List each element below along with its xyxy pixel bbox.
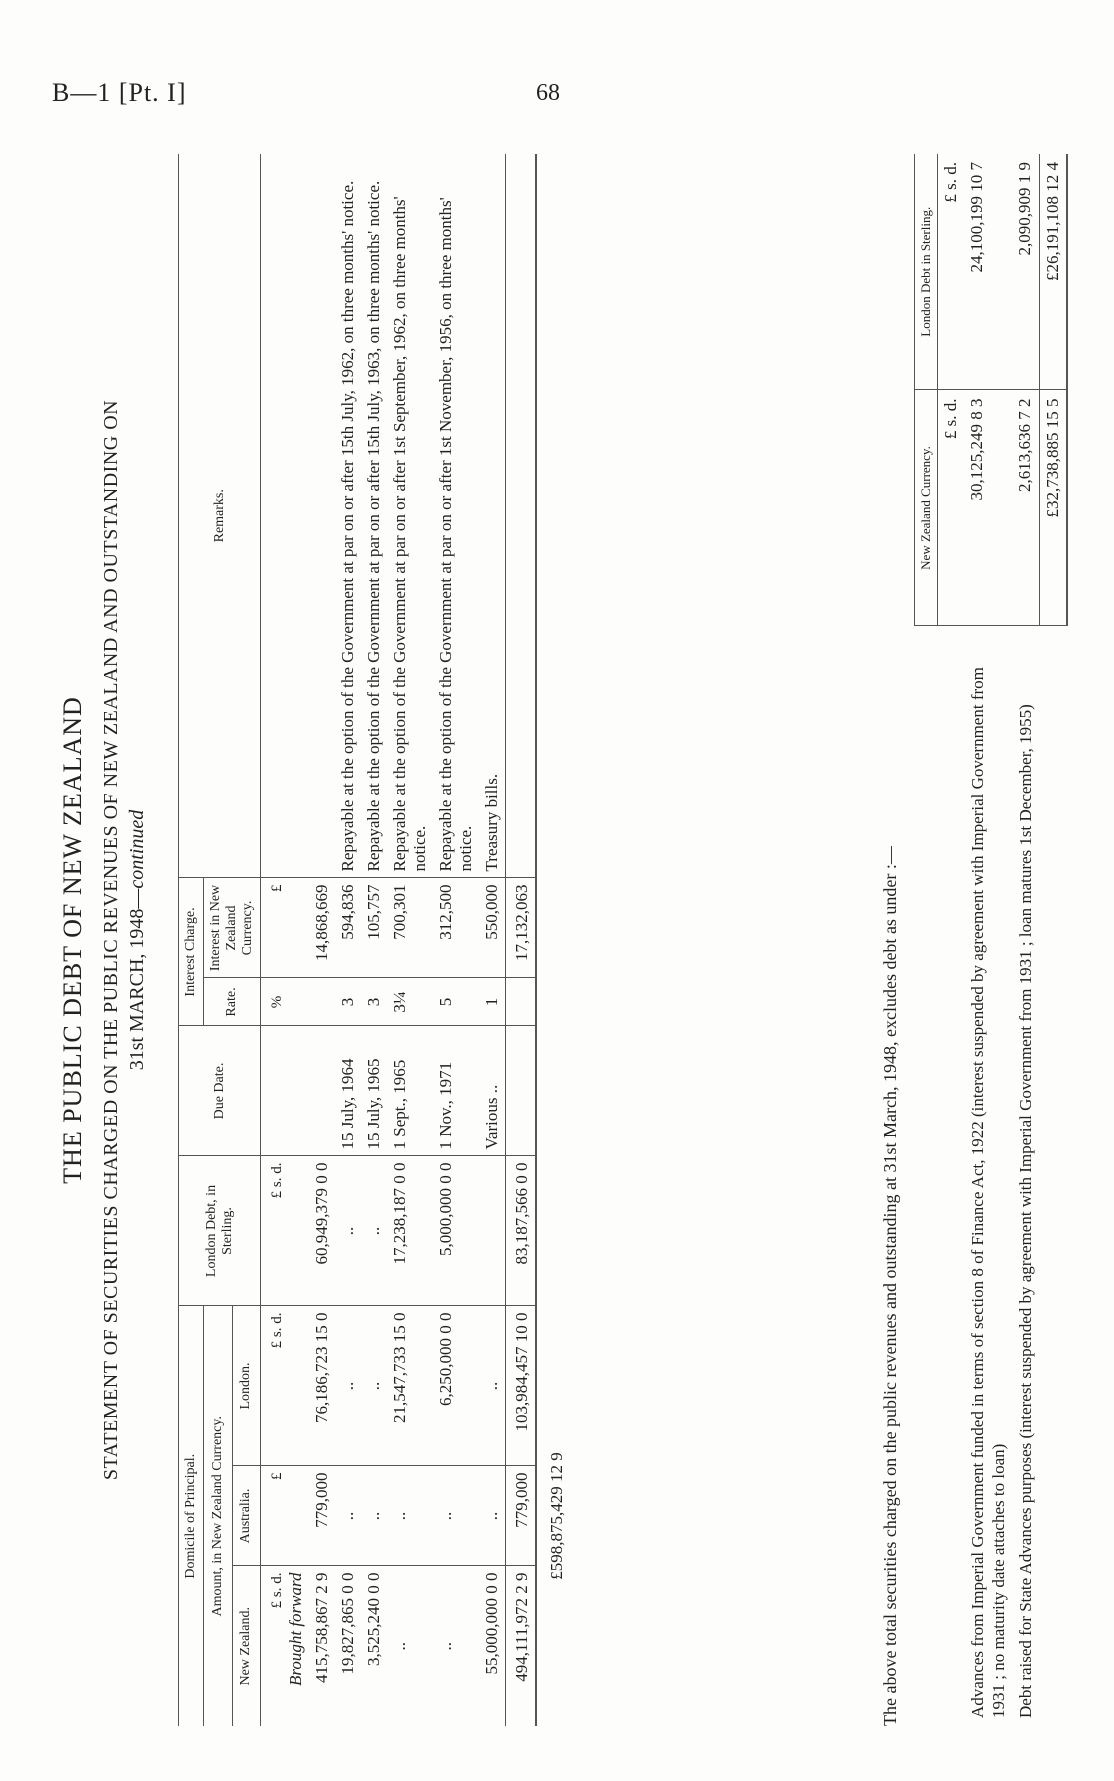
london-debt-cell: 60,949,379 0 0 (309, 1156, 335, 1306)
table-row (1012, 154, 1039, 1726)
main-title: THE PUBLIC DEBT OF NEW ZEALAND (58, 696, 87, 1184)
grand-total-blank (536, 154, 570, 1306)
interest-cell: 312,500 (433, 878, 479, 978)
due-date-cell (309, 1026, 335, 1156)
total-nz: 494,111,972 2 9 (506, 1566, 537, 1726)
new-zealand-header: New Zealand. (232, 1566, 261, 1726)
london-cell: 21,547,733 15 0 (387, 1306, 433, 1466)
unit-cell (261, 154, 310, 878)
london-debt-cell: .. (335, 1156, 361, 1306)
units-row (938, 154, 965, 1726)
totals-row (506, 154, 537, 1726)
table-row (335, 154, 361, 1726)
advances-total-nz: £32,738,885 15 5 (1039, 390, 1067, 626)
unit-text: £ s. d. (269, 1572, 285, 1609)
due-date-cell: Various .. (479, 1026, 506, 1156)
australia-cell: .. (335, 1466, 361, 1566)
due-date-cell: 1 Nov., 1971 (433, 1026, 479, 1156)
amount-nz-header: Amount, in New Zealand Currency. (204, 1306, 233, 1726)
australia-cell: .. (361, 1466, 387, 1566)
advances-totals-row (1039, 154, 1067, 1726)
advance-london: 2,090,909 1 9 (1012, 154, 1039, 390)
rate-cell: 3¼ (387, 978, 433, 1026)
interest-cell: 700,301 (387, 878, 433, 978)
nz-currency-header: New Zealand Currency. (915, 390, 938, 626)
due-date-cell: 15 July, 1964 (335, 1026, 361, 1156)
unit-blank (938, 626, 965, 1726)
date-text: 31st MARCH, 1948— (126, 888, 148, 1071)
unit-cell: % (261, 978, 310, 1026)
page-series-header: B—1 [Pt. I] (52, 78, 187, 107)
london-debt-cell: .. (361, 1156, 387, 1306)
table-row (361, 154, 387, 1726)
rate-cell (309, 978, 335, 1026)
units-row (261, 154, 310, 1726)
total-interest: 17,132,063 (506, 878, 537, 978)
london-cell: .. (479, 1306, 506, 1466)
remarks-cell: Repayable at the option of the Government at par on or after 15th July, 1962, on three months' notice. (335, 154, 361, 878)
domicile-header: Domicile of Principal. (179, 1306, 204, 1726)
total-blank (506, 1026, 537, 1156)
total-blank (506, 978, 537, 1026)
due-date-cell: 1 Sept., 1965 (387, 1026, 433, 1156)
unit-cell: £ s. d. (938, 154, 965, 390)
australia-cell: 779,000 (309, 1466, 335, 1566)
london-debt-cell: 5,000,000 0 0 (433, 1156, 479, 1306)
remarks-cell (309, 154, 335, 878)
total-london-debt: 83,187,566 0 0 (506, 1156, 537, 1306)
nz-cell: 55,000,000 0 0 (482, 1572, 501, 1675)
nz-cell: .. (436, 1642, 455, 1651)
nz-cell: 19,827,865 0 0 (338, 1572, 357, 1675)
london-debt-header: London Debt, in Sterling. (179, 1156, 261, 1306)
australia-cell: .. (433, 1466, 479, 1566)
statement-date (126, 140, 149, 1740)
table-row (479, 154, 506, 1726)
total-blank (506, 154, 537, 878)
nz-cell: .. (390, 1642, 409, 1651)
australia-header: Australia. (232, 1466, 261, 1566)
advance-description: Advances from Imperial Government funded in terms of section 8 of Finance Act, 1922 (interest suspended by agreement with Imperial Government from 1931 ; no maturity date attaches to loan) (968, 667, 1008, 1718)
rotated-page-body (44, 140, 1064, 1740)
london-cell: .. (335, 1306, 361, 1466)
grand-total-row (536, 154, 570, 1726)
continued-text: continued (126, 809, 148, 889)
london-debt-sterling-header: London Debt in Sterling. (915, 154, 938, 390)
rate-cell: 1 (479, 978, 506, 1026)
rate-cell: 3 (361, 978, 387, 1026)
securities-table (178, 154, 570, 1726)
rate-header: Rate. (204, 978, 261, 1026)
brought-forward-label: Brought forward (286, 1572, 305, 1687)
table-row (964, 154, 1012, 1726)
unit-cell (261, 1566, 310, 1726)
unit-cell: £ s. d. (261, 1306, 310, 1466)
london-header: London. (232, 1306, 261, 1466)
unit-cell: £ s. d. (261, 1156, 310, 1306)
advance-nz: 2,613,636 7 2 (1012, 390, 1039, 626)
table-row (433, 154, 479, 1726)
nz-cell: 415,758,867 2 9 (312, 1572, 331, 1683)
unit-cell (261, 1026, 310, 1156)
interest-cell: 14,868,669 (309, 878, 335, 978)
rate-cell: 3 (335, 978, 361, 1026)
interest-cell: 550,000 (479, 878, 506, 978)
london-debt-cell (479, 1156, 506, 1306)
total-blank (1039, 626, 1067, 1726)
remarks-cell: Repayable at the option of the Government at par on or after 1st November, 1956, on three months' notice. (433, 154, 479, 878)
advance-description: Debt raised for State Advances purposes (interest suspended by agreement with Imperial Government from 1931 ; loan matures 1st December, 1955) (1016, 704, 1035, 1718)
advances-total-london: £26,191,108 12 4 (1039, 154, 1067, 390)
london-cell: 6,250,000 0 0 (433, 1306, 479, 1466)
interest-nz-header: Interest in New Zealand Currency. (204, 878, 261, 978)
interest-cell: 105,757 (361, 878, 387, 978)
interest-cell: 594,836 (335, 878, 361, 978)
remarks-cell: Repayable at the option of the Government at par on or after 15th July, 1963, on three months' notice. (361, 154, 387, 878)
statement-subtitle: STATEMENT OF SECURITIES CHARGED ON THE PUBLIC REVENUES OF NEW ZEALAND AND OUTSTANDING ON (100, 399, 122, 1481)
unit-cell: £ (261, 878, 310, 978)
london-cell: .. (361, 1306, 387, 1466)
above-total-note: The above total securities charged on the public revenues and outstanding at 31st March, 1948, excludes debt as under :— (880, 846, 900, 1726)
australia-cell: .. (387, 1466, 433, 1566)
table-row (309, 154, 335, 1726)
nz-cell: 3,525,240 0 0 (364, 1572, 383, 1666)
due-date-header: Due Date. (179, 1026, 261, 1156)
advance-london: 24,100,199 10 7 (964, 154, 1012, 390)
advances-blank-header (915, 626, 938, 1726)
table-row (387, 154, 433, 1726)
due-date-cell: 15 July, 1965 (361, 1026, 387, 1156)
unit-cell: £ (261, 1466, 310, 1566)
rate-cell: 5 (433, 978, 479, 1026)
grand-total: £598,875,429 12 9 (547, 1452, 566, 1580)
australia-cell: .. (479, 1466, 506, 1566)
remarks-cell: Treasury bills. (479, 154, 506, 878)
remarks-cell: Repayable at the option of the Government at par on or after 1st September, 1962, on three months' notice. (387, 154, 433, 878)
london-debt-cell: 17,238,187 0 0 (387, 1156, 433, 1306)
advance-nz: 30,125,249 8 3 (964, 390, 1012, 626)
advances-table (914, 154, 1068, 1726)
remarks-header: Remarks. (179, 154, 261, 878)
interest-charge-header: Interest Charge. (179, 878, 204, 1026)
unit-cell: £ s. d. (938, 390, 965, 626)
page-number: 68 (536, 80, 560, 106)
london-cell: 76,186,723 15 0 (309, 1306, 335, 1466)
total-australia: 779,000 (506, 1466, 537, 1566)
total-london: 103,984,457 10 0 (506, 1306, 537, 1466)
